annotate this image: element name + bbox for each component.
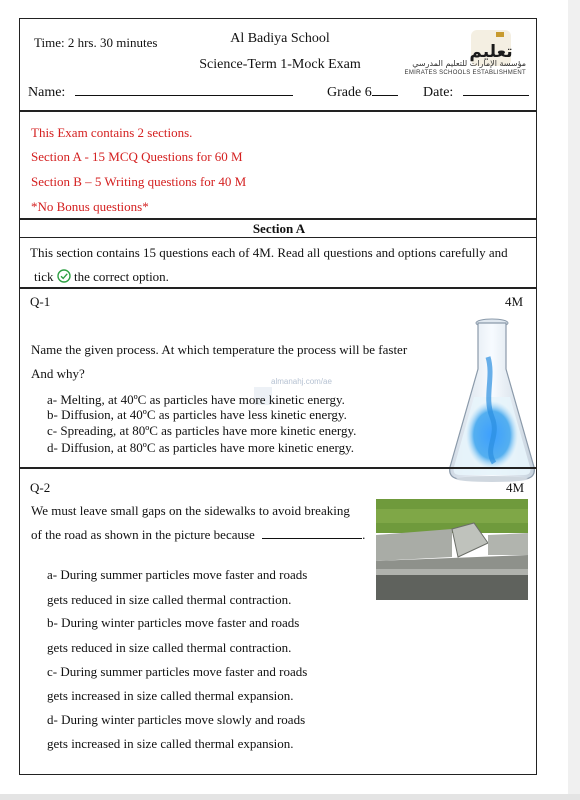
q1-option-a[interactable]: a- Melting, at 40ºC as particles have more kinetic energy. bbox=[47, 392, 345, 407]
ese-logo-text bbox=[405, 59, 526, 77]
name-blank[interactable] bbox=[75, 95, 293, 96]
viewer-side-margin bbox=[568, 0, 580, 800]
q1-option-b[interactable]: b- Diffusion, at 40ºC as particles have less kinetic energy. bbox=[47, 407, 347, 422]
name-label bbox=[28, 85, 293, 101]
exam-title: Science-Term 1-Mock Exam bbox=[199, 57, 361, 72]
q2-option-a-line-1[interactable]: a- During summer particles move faster and roads bbox=[47, 567, 308, 582]
q1-divider bbox=[20, 467, 536, 469]
q2-option-c-line-2: gets increased in size called thermal expansion. bbox=[47, 688, 294, 703]
ese-logo-arabic: مؤسسة الإمارات للتعليم المدرسي bbox=[412, 59, 526, 68]
check-circle-icon bbox=[57, 269, 71, 283]
date-label bbox=[423, 85, 529, 101]
q2-option-a-line-2: gets reduced in size called thermal contraction. bbox=[47, 592, 292, 607]
road-gap-image bbox=[376, 499, 528, 600]
q1-option-c[interactable]: c- Spreading, at 80ºC as particles have more kinetic energy. bbox=[47, 423, 357, 438]
q2-option-b-line-2: gets reduced in size called thermal contraction. bbox=[47, 640, 292, 655]
q1-option-d[interactable]: d- Diffusion, at 80ºC as particles have more kinetic energy. bbox=[47, 440, 355, 455]
exam-frame bbox=[19, 18, 537, 775]
school-name: Al Badiya School bbox=[230, 31, 330, 46]
q1-number: Q-1 bbox=[30, 294, 51, 309]
q2-question-end: . bbox=[362, 527, 366, 542]
q2-number: Q-2 bbox=[30, 480, 51, 495]
q2-marks: 4M bbox=[506, 480, 525, 495]
q2-question-line-1: We must leave small gaps on the sidewalks to avoid breaking bbox=[31, 503, 350, 518]
info-line-1: This Exam contains 2 sections. bbox=[31, 125, 193, 140]
watermark-text: almanahj.com/ae bbox=[271, 377, 332, 386]
q2-question-text: of the road as shown in the picture because bbox=[31, 527, 255, 542]
q1-question-line-1: Name the given process. At which temperature the process will be faster bbox=[31, 342, 408, 357]
info-line-2: Section A - 15 MCQ Questions for 60 M bbox=[31, 149, 243, 164]
q2-question-line-2 bbox=[31, 527, 365, 543]
intro-rest: the correct option. bbox=[74, 269, 169, 284]
section-a-intro-divider bbox=[20, 287, 536, 289]
info-line-3: Section B – 5 Writing questions for 40 M bbox=[31, 174, 247, 189]
name-label-text: Name: bbox=[28, 85, 66, 100]
header-divider bbox=[20, 110, 536, 112]
section-a-intro-line-2 bbox=[34, 269, 169, 285]
grade-blank[interactable] bbox=[372, 95, 398, 96]
ese-logo-english: EMIRATES SCHOOLS ESTABLISHMENT bbox=[404, 70, 526, 76]
svg-text:تعليم: تعليم bbox=[469, 42, 513, 62]
info-divider bbox=[20, 218, 536, 220]
section-a-title-divider bbox=[20, 237, 536, 238]
q2-option-d-line-2: gets increased in size called thermal expansion. bbox=[47, 736, 294, 751]
grade-label-text: Grade 6 bbox=[327, 85, 372, 100]
info-line-4: *No Bonus questions* bbox=[31, 199, 149, 214]
viewer-bottom-margin bbox=[0, 794, 580, 800]
q2-answer-blank[interactable] bbox=[262, 538, 362, 539]
section-a-intro-line-1: This section contains 15 questions each of 4M. Read all questions and options carefully and bbox=[30, 245, 508, 260]
intro-tick-word: tick bbox=[34, 269, 54, 284]
q2-option-c-line-1[interactable]: c- During summer particles move faster and roads bbox=[47, 664, 308, 679]
exam-time: Time: 2 hrs. 30 minutes bbox=[34, 35, 158, 50]
grade-label bbox=[327, 85, 398, 101]
date-label-text: Date: bbox=[423, 85, 454, 100]
q2-option-d-line-1[interactable]: d- During winter particles move slowly and roads bbox=[47, 712, 306, 727]
q1-marks: 4M bbox=[505, 294, 524, 309]
q2-option-b-line-1[interactable]: b- During winter particles move faster and roads bbox=[47, 615, 300, 630]
date-blank[interactable] bbox=[463, 95, 529, 96]
section-a-title: Section A bbox=[252, 221, 306, 236]
flask-diffusion-image bbox=[444, 317, 540, 485]
q1-question-line-2: And why? bbox=[31, 366, 85, 381]
